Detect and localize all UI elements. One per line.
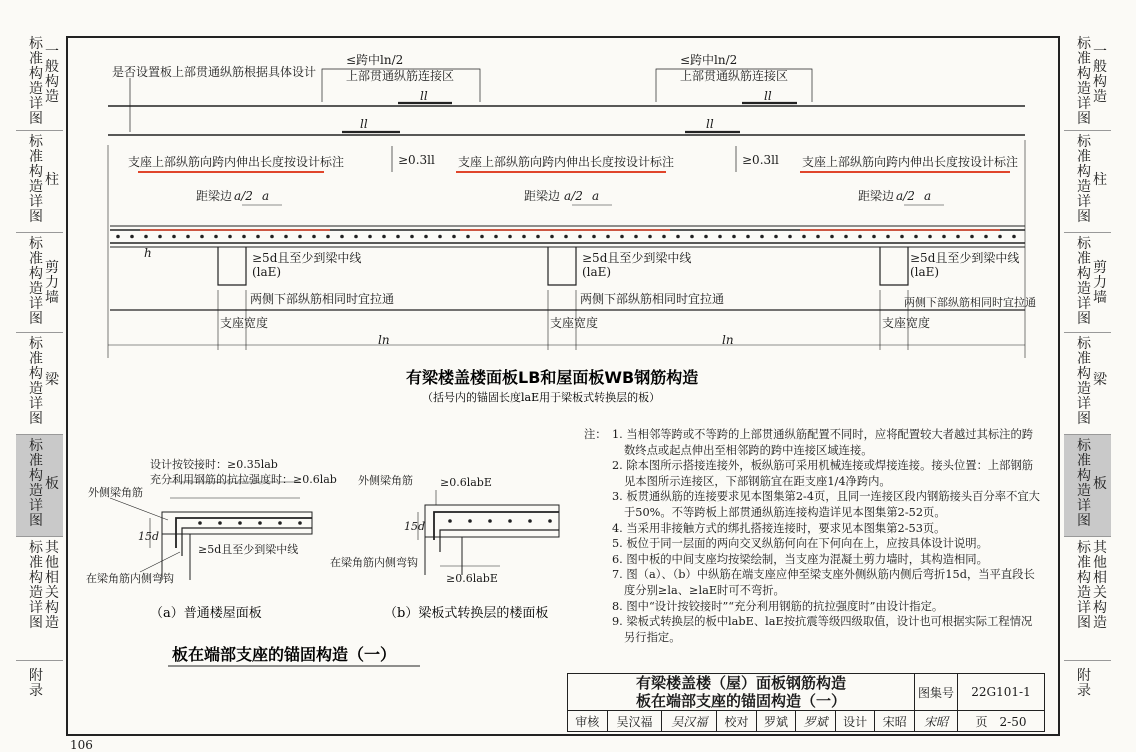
tab-label: 标准构造详图 xyxy=(1077,134,1091,225)
design-name: 宋昭 xyxy=(875,711,915,732)
rebar-dot xyxy=(746,235,750,239)
page-no: 2-50 xyxy=(999,714,1027,729)
detail-b-labels xyxy=(330,473,498,585)
anchor-note: ≥5d且至少到梁中线 xyxy=(252,251,362,265)
tab-label: 附录 xyxy=(29,668,43,699)
check-label: 校对 xyxy=(717,711,757,732)
rebar-dot xyxy=(578,235,582,239)
rebar-dot xyxy=(172,235,176,239)
a-label: a xyxy=(592,189,600,203)
tab-side-label: 一般构造 xyxy=(1093,44,1107,105)
detail-b xyxy=(418,490,559,575)
tab-label: 附录 xyxy=(1077,668,1091,699)
anchor-note: ≥5d且至少到梁中线 xyxy=(198,543,299,556)
a-label: a xyxy=(262,189,270,203)
rebar-dot xyxy=(620,235,624,239)
rebar-dot xyxy=(816,235,820,239)
detail-a-labels xyxy=(86,457,337,585)
detail-a-caption: （a）普通楼屋面板 xyxy=(150,606,262,621)
support-extension-note: 支座上部纵筋向跨内伸出长度按设计标注 xyxy=(128,155,345,169)
rebar-dot xyxy=(690,235,694,239)
title-block-title xyxy=(568,674,915,711)
design-signature: 宋昭 xyxy=(915,711,958,732)
tab-side-label: 板 xyxy=(1093,476,1107,492)
notes-label: 注： xyxy=(584,428,607,441)
span-mid-label: ≤跨中ln/2 xyxy=(680,53,738,67)
review-signature: 吴汉福 xyxy=(662,711,717,732)
rebar-dot xyxy=(256,235,260,239)
hook-length-label: 15d xyxy=(138,530,160,543)
rebar-dot xyxy=(228,235,232,239)
rebar-dot xyxy=(200,235,204,239)
tab-side-label: 剪力墙 xyxy=(45,260,59,306)
rebar-dot xyxy=(928,235,932,239)
diagram-subtitle: （括号内的锚固长度laE用于梁板式转换层的板） xyxy=(422,391,661,404)
rebar-dot xyxy=(488,519,492,523)
rebar-dot xyxy=(802,235,806,239)
rebar-dot xyxy=(592,235,596,239)
rebar-dot xyxy=(732,235,736,239)
tab-side-label: 一般构造 xyxy=(45,44,59,105)
notes-block xyxy=(584,427,1042,645)
span-label: ln xyxy=(722,333,734,347)
tab-side-label: 剪力墙 xyxy=(1093,260,1107,306)
rebar-dot xyxy=(564,235,568,239)
rebar-dot xyxy=(984,235,988,239)
rebar-dot xyxy=(522,235,526,239)
beam-edge-label: 距梁边 xyxy=(524,189,561,203)
thickness-label: h xyxy=(144,246,152,260)
note-item: 3. 板贯通纵筋的连接要求见本图集第2-4页，且同一连接区段内钢筋接头百分率不宜大于50%。不等跨板上部贯通纵筋连接构造详见本图集第2-52页。 xyxy=(612,490,1040,519)
min-lap-label: ≥0.3ll xyxy=(742,153,779,167)
rebar-dot xyxy=(278,521,282,525)
design-label: 设计 xyxy=(835,711,875,732)
bottom-bar-note: 两侧下部纵筋相同时宜拉通 xyxy=(580,292,725,306)
rebar-dot xyxy=(284,235,288,239)
detail-b-caption: （b）梁板式转换层的楼面板 xyxy=(384,606,549,621)
note-item: 9. 梁板式转换层的板中labE、laE按抗震等级四级取值，设计也可根据实际工程情况另行指定。 xyxy=(612,615,1033,644)
anchor-note: ≥5d且至少到梁中线 xyxy=(582,251,692,265)
rebar-dot xyxy=(298,235,302,239)
support-width-label: 支座宽度 xyxy=(550,316,599,330)
rebar-dot xyxy=(718,235,722,239)
tab-side-label: 梁 xyxy=(1093,372,1107,388)
rebar-dot xyxy=(424,235,428,239)
support-extension-note: 支座上部纵筋向跨内伸出长度按设计标注 xyxy=(458,155,675,169)
rebar-dot xyxy=(606,235,610,239)
lap-label: ll xyxy=(420,89,428,103)
tab-side-label: 柱 xyxy=(45,172,59,188)
diagram-title: 有梁楼盖楼面板LB和屋面板WB钢筋构造 xyxy=(406,368,699,387)
rebar-dot xyxy=(116,235,120,239)
corner-bar-label: 外侧梁角筋 xyxy=(88,486,143,499)
rebar-dot xyxy=(238,521,242,525)
rebar-dot xyxy=(298,521,302,525)
lap-label: ll xyxy=(706,117,714,131)
tab-side-label: 板 xyxy=(45,476,59,492)
rebar-dot xyxy=(844,235,848,239)
min-lap-label: ≥0.3ll xyxy=(398,153,435,167)
span-label: ln xyxy=(378,333,390,347)
bottom-anchor-label: ≥0.6labE xyxy=(446,572,498,585)
rebar-dot xyxy=(508,519,512,523)
rebar-dot xyxy=(312,235,316,239)
rebar-dot xyxy=(218,521,222,525)
rebar-dot xyxy=(438,235,442,239)
connection-zone-label: 上部贯通纵筋连接区 xyxy=(346,69,455,83)
half-a-label: a/2 xyxy=(564,189,583,203)
notes-list xyxy=(584,427,1042,645)
rebar-dot xyxy=(186,235,190,239)
rebar-dot xyxy=(396,235,400,239)
design-note: 是否设置板上部贯通纵筋根据具体设计 xyxy=(112,65,317,79)
span-mid-label: ≤跨中ln/2 xyxy=(346,53,404,67)
rebar-dot xyxy=(900,235,904,239)
title-line-1: 有梁楼盖楼（屋）面板钢筋构造 xyxy=(635,674,846,692)
rebar-dot xyxy=(536,235,540,239)
tab-label: 标准构造详图 xyxy=(1077,540,1091,631)
rebar-dot xyxy=(858,235,862,239)
rebar-dot xyxy=(528,519,532,523)
page-number-cell xyxy=(958,711,1045,732)
rebar-dot xyxy=(788,235,792,239)
rebar-dot xyxy=(382,235,386,239)
tab-label: 标准构造详图 xyxy=(29,236,43,327)
check-signature: 罗斌 xyxy=(796,711,836,732)
tab-label: 标准构造详图 xyxy=(1077,236,1091,327)
rebar-dot xyxy=(634,235,638,239)
review-label: 审核 xyxy=(568,711,608,732)
rebar-dot xyxy=(340,235,344,239)
anchor-paren: (laE) xyxy=(910,265,940,279)
anchor-section-title: 板在端部支座的锚固构造（一） xyxy=(172,645,397,664)
hook-note: 在梁角筋内侧弯钩 xyxy=(330,556,418,569)
rebar-dot xyxy=(448,519,452,523)
support-width-label: 支座宽度 xyxy=(882,316,931,330)
tab-label: 标准构造详图 xyxy=(29,336,43,427)
title-block xyxy=(567,673,1045,732)
top-diagram-labels xyxy=(112,52,1036,347)
rebar-dot xyxy=(410,235,414,239)
rebar-dot xyxy=(704,235,708,239)
rebar-dot xyxy=(886,235,890,239)
note-item: 1. 当相邻等跨或不等跨的上部贯通纵筋配置不同时，应将配置较大者越过其标注的跨数终点或起点伸出至相邻跨的跨中连接区域连接。 xyxy=(612,428,1034,457)
tab-side-label: 其他相关构造 xyxy=(1093,540,1107,631)
tab-label: 标准构造详图 xyxy=(29,134,43,225)
note-item: 5. 板位于同一层面的两向交叉纵筋何向在下何向在上，应按具体设计说明。 xyxy=(612,537,988,551)
beam-edge-label: 距梁边 xyxy=(196,189,233,203)
rebar-dot xyxy=(494,235,498,239)
rebar-dot xyxy=(872,235,876,239)
a-label: a xyxy=(924,189,932,203)
rebar-dot xyxy=(144,235,148,239)
rebar-dot xyxy=(466,235,470,239)
rebar-dot xyxy=(676,235,680,239)
rebar-dot xyxy=(242,235,246,239)
anchor-paren: (laE) xyxy=(252,265,282,279)
rebar-dot xyxy=(270,235,274,239)
rebar-dot xyxy=(648,235,652,239)
rebar-dot xyxy=(508,235,512,239)
rebar-dot xyxy=(368,235,372,239)
top-anchor-label: ≥0.6labE xyxy=(440,476,492,489)
lap-label: ll xyxy=(764,89,772,103)
note-item: 8. 图中“设计按铰接时”“充分利用钢筋的抗拉强度时”由设计指定。 xyxy=(612,599,944,613)
bottom-bar-note: 两侧下部纵筋相同时宜拉通 xyxy=(250,292,395,306)
page-number: 106 xyxy=(70,738,93,752)
rebar-dot xyxy=(942,235,946,239)
note-item: 2. 除本图所示搭接连接外，板纵筋可采用机械连接或焊接连接。接头位置：上部钢筋见本图所示连接区，下部钢筋宜在距支座1/4净跨内。 xyxy=(612,459,1034,488)
corner-bar-label: 外侧梁角筋 xyxy=(358,474,413,487)
rebar-dot xyxy=(354,235,358,239)
lap-label: ll xyxy=(360,117,368,131)
hook-note: 在梁角筋内侧弯钩 xyxy=(86,572,174,585)
rebar-dot xyxy=(970,235,974,239)
rebar-dot xyxy=(130,235,134,239)
rebar-dot xyxy=(548,519,552,523)
check-name: 罗斌 xyxy=(756,711,796,732)
tab-label: 标准构造详图 xyxy=(29,36,43,127)
hook-length-label: 15d xyxy=(404,520,426,533)
rebar-dot xyxy=(214,235,218,239)
rebar-dot xyxy=(468,519,472,523)
half-a-label: a/2 xyxy=(896,189,915,203)
support-width-label: 支座宽度 xyxy=(220,316,269,330)
half-a-label: a/2 xyxy=(234,189,253,203)
note-item: 7. 图（a）、（b）中纵筋在端支座应伸至梁支座外侧纵筋内侧后弯折15d，当平直段长度分别≥la、≥laE时可不弯折。 xyxy=(612,568,1035,597)
atlas-number: 22G101-1 xyxy=(958,674,1045,711)
hinge-length-label: 设计按铰接时：≥0.35lab xyxy=(150,458,278,471)
anchor-paren: (laE) xyxy=(582,265,612,279)
rebar-dot xyxy=(550,235,554,239)
page-label: 页 xyxy=(975,714,988,729)
support-extension-note: 支座上部纵筋向跨内伸出长度按设计标注 xyxy=(802,155,1019,169)
beam-edge-label: 距梁边 xyxy=(858,189,895,203)
title-line-2: 板在端部支座的锚固构造（一） xyxy=(635,692,846,710)
atlas-label: 图集号 xyxy=(915,674,958,711)
rebar-dot xyxy=(158,235,162,239)
rebar-dot xyxy=(452,235,456,239)
note-item: 4. 当采用非接触方式的绑扎搭接连接时，要求见本图集第2-53页。 xyxy=(612,521,946,535)
tab-side-label: 梁 xyxy=(45,372,59,388)
tab-label: 标准构造详图 xyxy=(29,438,43,529)
rebar-dot xyxy=(662,235,666,239)
connection-zone-label: 上部贯通纵筋连接区 xyxy=(680,69,789,83)
anchor-note: ≥5d且至少到梁中线 xyxy=(910,251,1020,265)
tab-side-label: 其他相关构造 xyxy=(45,540,59,631)
rebar-dot xyxy=(258,521,262,525)
rebar-dot xyxy=(914,235,918,239)
tab-label: 标准构造详图 xyxy=(1077,438,1091,529)
rebar-dot xyxy=(956,235,960,239)
full-strength-label: 充分利用钢筋的抗拉强度时：≥0.6lab xyxy=(150,473,337,486)
tab-label: 标准构造详图 xyxy=(29,540,43,631)
top-diagram xyxy=(108,69,1025,358)
note-item: 6. 图中板的中间支座均按梁绘制，当支座为混凝土剪力墙时，其构造相同。 xyxy=(612,552,988,566)
rebar-dot xyxy=(326,235,330,239)
tab-label: 标准构造详图 xyxy=(1077,36,1091,127)
review-name: 吴汉福 xyxy=(607,711,662,732)
rebar-dot xyxy=(760,235,764,239)
tab-side-label: 柱 xyxy=(1093,172,1107,188)
rebar-dot xyxy=(774,235,778,239)
rebar-dot xyxy=(480,235,484,239)
tab-label: 标准构造详图 xyxy=(1077,336,1091,427)
rebar-dot xyxy=(830,235,834,239)
rebar-dot xyxy=(998,235,1002,239)
bottom-bar-note: 两侧下部纵筋相同时宜拉通 xyxy=(904,296,1036,309)
rebar-dot xyxy=(198,521,202,525)
rebar-dot xyxy=(1012,235,1016,239)
